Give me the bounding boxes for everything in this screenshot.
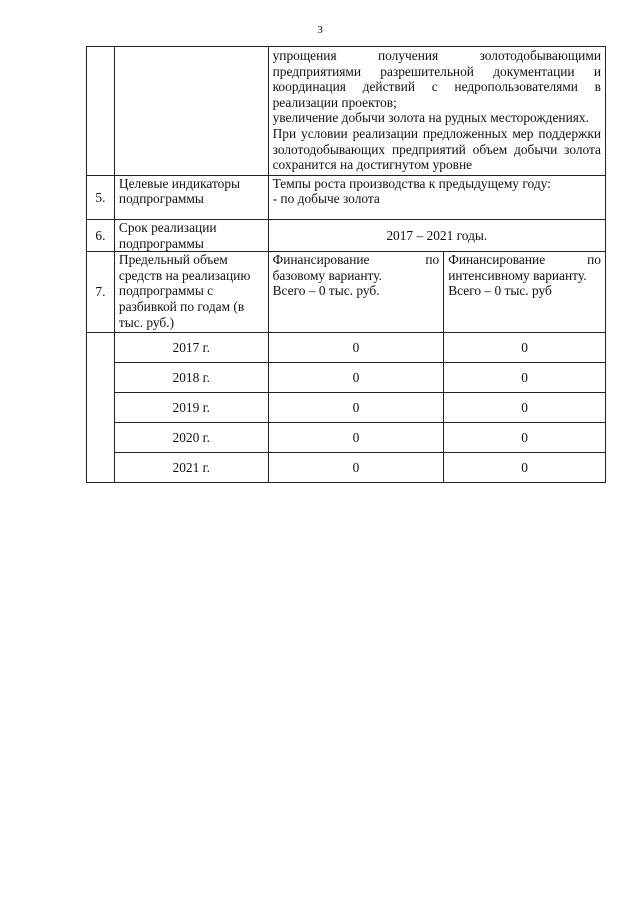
base-variant-title: Финансирование по базовому варианту. xyxy=(272,252,440,283)
continuation-paragraph: упрощения получения золотодобывающими предприятиями разрешительной документации и координация действий с недропользователями в реализации проектов; xyxy=(272,48,601,110)
base-amount: 0 xyxy=(268,333,444,363)
base-variant-cell xyxy=(268,252,444,333)
intensive-variant-cell xyxy=(444,252,606,333)
row-value xyxy=(268,175,605,219)
base-amount: 0 xyxy=(268,423,444,453)
indicator-line: Темпы роста производства к предыдущему году: xyxy=(272,175,551,191)
year-cell: 2020 г. xyxy=(114,423,268,453)
base-amount: 0 xyxy=(268,393,444,423)
row-label: Предельный объем средств на реализацию подпрограммы с разбивкой по годам (в тыс. руб.) xyxy=(114,252,268,333)
year-row xyxy=(87,423,606,453)
row-value: 2017 – 2021 годы. xyxy=(268,219,605,251)
intensive-variant-total: Всего – 0 тыс. руб xyxy=(448,283,552,299)
base-amount: 0 xyxy=(268,363,444,393)
row-5 xyxy=(87,175,606,219)
continuation-paragraph: При условии реализации предложенных мер поддержки золотодобывающих предприятий объем добычи золота сохранится на достигнутом уровне xyxy=(272,125,601,173)
continuation-row xyxy=(87,47,606,176)
row-label: Целевые индикаторы подпрограммы xyxy=(114,175,268,219)
intensive-amount: 0 xyxy=(444,423,606,453)
row-7 xyxy=(87,252,606,333)
continuation-text xyxy=(268,47,605,176)
year-row xyxy=(87,393,606,423)
passport-table xyxy=(86,46,606,483)
intensive-variant-title: Финансирование по интенсивному варианту. xyxy=(448,252,601,283)
page-number: 3 xyxy=(317,24,323,36)
continuation-paragraph: увеличение добычи золота на рудных месторождениях. xyxy=(272,110,589,126)
empty-num-cell xyxy=(87,333,115,483)
indicator-line: - по добыче золота xyxy=(272,191,380,207)
row-number: 6. xyxy=(87,219,115,251)
row-6 xyxy=(87,219,606,251)
intensive-amount: 0 xyxy=(444,333,606,363)
year-cell: 2018 г. xyxy=(114,363,268,393)
base-variant-total: Всего – 0 тыс. руб. xyxy=(272,283,380,299)
year-cell: 2019 г. xyxy=(114,393,268,423)
year-row xyxy=(87,363,606,393)
row-number: 5. xyxy=(87,175,115,219)
year-cell: 2021 г. xyxy=(114,453,268,483)
empty-num-cell xyxy=(87,47,115,176)
intensive-amount: 0 xyxy=(444,453,606,483)
row-number: 7. xyxy=(87,252,115,333)
year-cell: 2017 г. xyxy=(114,333,268,363)
intensive-amount: 0 xyxy=(444,393,606,423)
row-label: Срок реализации подпрограммы xyxy=(114,219,268,251)
base-amount: 0 xyxy=(268,453,444,483)
intensive-amount: 0 xyxy=(444,363,606,393)
year-row xyxy=(87,333,606,363)
year-row xyxy=(87,453,606,483)
empty-label-cell xyxy=(114,47,268,176)
